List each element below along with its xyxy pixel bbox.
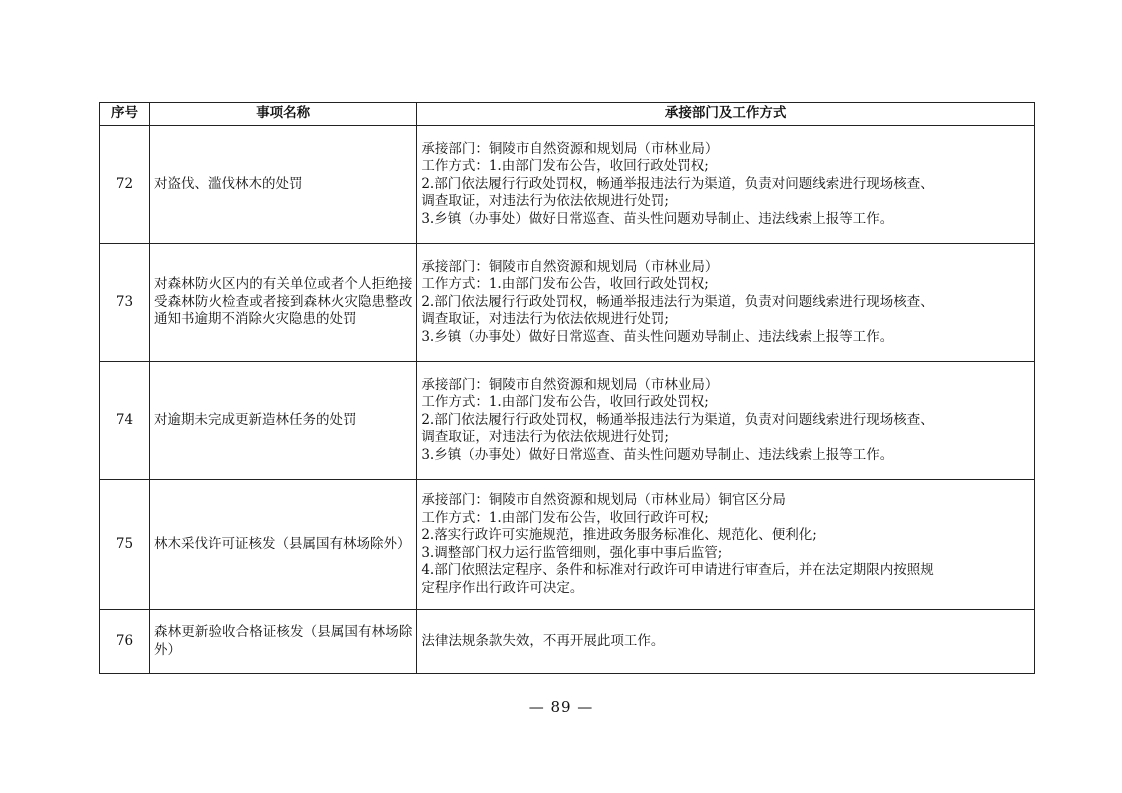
method-line: 2.落实行政许可实施规范，推进政务服务标准化、规范化、便利化; — [421, 527, 817, 543]
page-number: — 89 — — [528, 698, 594, 716]
table-row — [100, 244, 1035, 362]
item-name: 对逾期未完成更新造林任务的处罚 — [150, 362, 417, 480]
row-number: 72 — [100, 126, 150, 244]
table-row — [100, 610, 1035, 674]
method-line: 2.部门依法履行行政处罚权，畅通举报违法行为渠道，负责对问题线索进行现场核查、 — [421, 411, 934, 428]
method-line: 工作方式：1.由部门发布公告，收回行政处罚权; — [421, 394, 709, 411]
table-header-row — [100, 103, 1035, 126]
method-line: 工作方式：1.由部门发布公告，收回行政许可权; — [421, 509, 709, 526]
header-department-method: 承接部门及工作方式 — [417, 103, 1035, 126]
table-row — [100, 126, 1035, 244]
item-name: 林木采伐许可证核发（县属国有林场除外） — [150, 480, 417, 610]
items-table — [99, 102, 1035, 674]
header-item-name: 事项名称 — [150, 103, 417, 126]
item-name: 对森林防火区内的有关单位或者个人拒绝接受森林防火检查或者接到森林火灾隐患整改通知书逾期不消除火灾隐患的处罚 — [150, 244, 417, 362]
row-number: 76 — [100, 610, 150, 674]
method-line: 2.部门依法履行行政处罚权，畅通举报违法行为渠道，负责对问题线索进行现场核查、 — [421, 293, 934, 310]
table-row — [100, 480, 1035, 610]
method-line: 2.部门依法履行行政处罚权，畅通举报违法行为渠道，负责对问题线索进行现场核查、 — [421, 175, 934, 192]
method-line: 承接部门：铜陵市自然资源和规划局（市林业局） — [421, 376, 719, 393]
row-number: 74 — [100, 362, 150, 480]
table-row — [100, 362, 1035, 480]
department-method — [417, 362, 1035, 480]
method-line: 3.调整部门权力运行监管细则，强化事中事后监管; — [421, 544, 723, 561]
method-line: 法律法规条款失效，不再开展此项工作。 — [421, 632, 665, 649]
method-line: 承接部门：铜陵市自然资源和规划局（市林业局） — [421, 140, 719, 157]
method-line: 承接部门：铜陵市自然资源和规划局（市林业局） — [421, 258, 719, 275]
method-line: 工作方式：1.由部门发布公告，收回行政处罚权; — [421, 158, 709, 175]
row-number: 73 — [100, 244, 150, 362]
department-method — [417, 126, 1035, 244]
method-line: 调查取证，对违法行为依法依规进行处罚; — [421, 311, 669, 328]
department-method — [417, 610, 1035, 674]
method-line: 工作方式：1.由部门发布公告，收回行政处罚权; — [421, 276, 709, 293]
method-line: 调查取证，对违法行为依法依规进行处罚; — [421, 429, 669, 446]
header-serial-number: 序号 — [100, 103, 150, 126]
method-line: 3.乡镇（办事处）做好日常巡查、苗头性问题劝导制止、违法线索上报等工作。 — [421, 210, 894, 227]
method-line: 调查取证，对违法行为依法依规进行处罚; — [421, 193, 669, 210]
department-method — [417, 480, 1035, 610]
method-line: 定程序作出行政许可决定。 — [421, 579, 584, 596]
row-number: 75 — [100, 480, 150, 610]
method-line: 3.乡镇（办事处）做好日常巡查、苗头性问题劝导制止、违法线索上报等工作。 — [421, 446, 894, 463]
method-line: 4.部门依照法定程序、条件和标准对行政许可申请进行审查后，并在法定期限内按照规 — [421, 562, 934, 578]
item-name: 森林更新验收合格证核发（县属国有林场除外） — [150, 610, 417, 674]
item-name: 对盗伐、滥伐林木的处罚 — [150, 126, 417, 244]
department-method — [417, 244, 1035, 362]
method-line: 3.乡镇（办事处）做好日常巡查、苗头性问题劝导制止、违法线索上报等工作。 — [421, 328, 894, 345]
method-line: 承接部门：铜陵市自然资源和规划局（市林业局）铜官区分局 — [421, 492, 786, 508]
